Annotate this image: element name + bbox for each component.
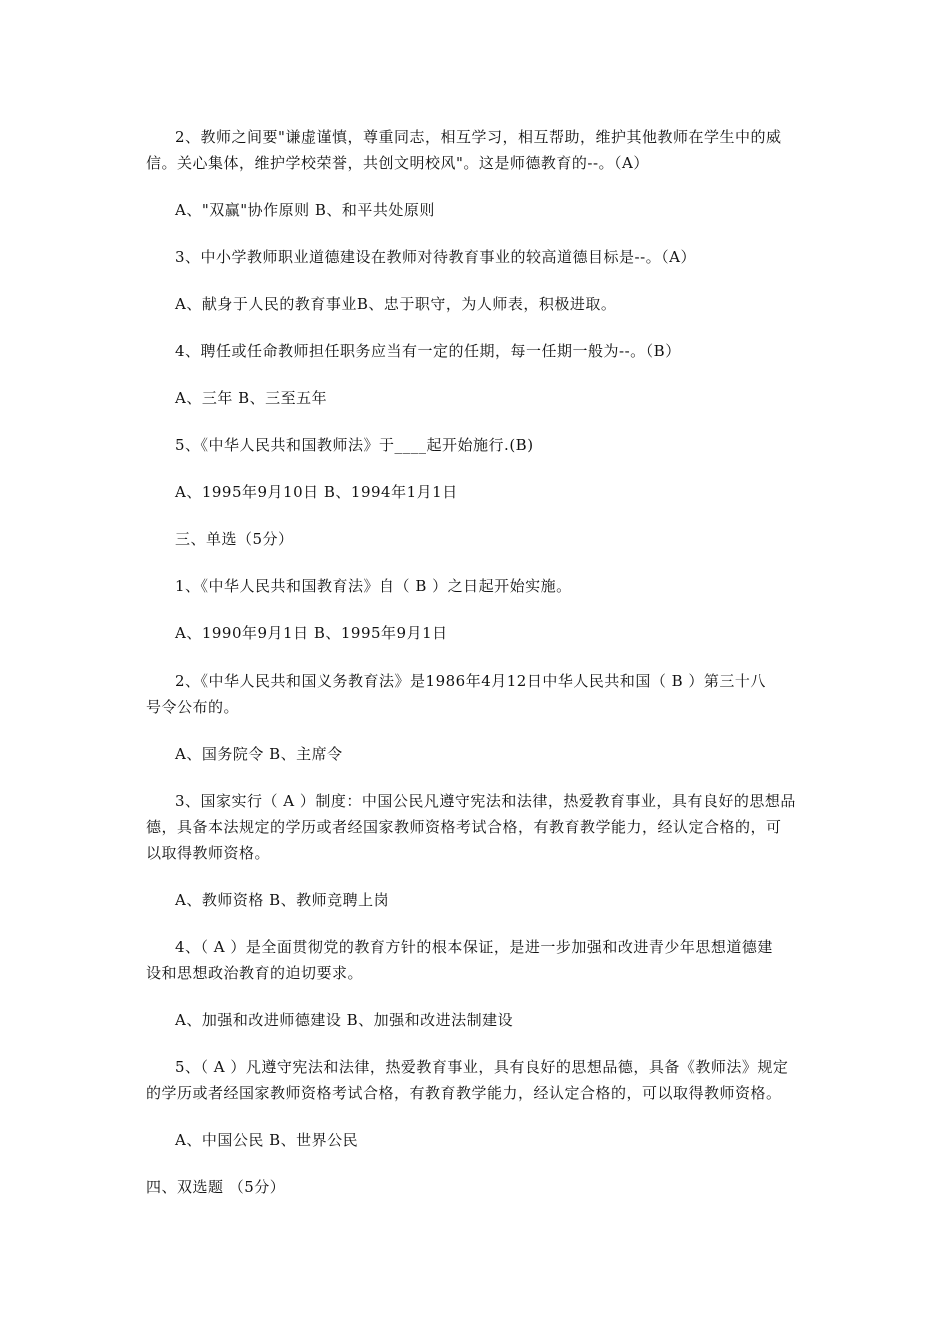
question-4-options: A、三年 B、三至五年 xyxy=(175,389,328,407)
question-2-line-1: 2、教师之间要"谦虚谨慎，尊重同志，相互学习，相互帮助，维护其他教师在学生中的威 xyxy=(175,128,782,146)
single-question-5-line-1: 5、（ A ）凡遵守宪法和法律，热爱教育事业，具有良好的思想品德，具备《教师法》规定 xyxy=(175,1058,789,1076)
single-question-4-line-1: 4、（ A ）是全面贯彻党的教育方针的根本保证，是进一步加强和改进青少年思想道德建 xyxy=(175,938,773,956)
single-question-3-options: A、教师资格 B、教师竞聘上岗 xyxy=(175,891,390,909)
question-5-line: 5、《中华人民共和国教师法》于____起开始施行.(B) xyxy=(175,436,534,454)
single-question-3-line-3: 以取得教师资格。 xyxy=(146,844,271,862)
single-question-3-line-2: 德，具备本法规定的学历或者经国家教师资格考试合格，有教育教学能力，经认定合格的，可 xyxy=(146,818,782,836)
single-question-2-options: A、国务院令 B、主席令 xyxy=(175,745,343,763)
question-2-options: A、"双赢"协作原则 B、和平共处原则 xyxy=(175,201,435,219)
single-question-3-line-1: 3、国家实行（ A ）制度：中国公民凡遵守宪法和法律，热爱教育事业，具有良好的思想品 xyxy=(175,792,796,810)
question-5-options: A、1995年9月10日 B、1994年1月1日 xyxy=(175,483,458,501)
single-question-2-line-1: 2、《中华人民共和国义务教育法》是1986年4月12日中华人民共和国（ B ）第三十八 xyxy=(175,672,766,690)
single-question-1-options: A、1990年9月1日 B、1995年9月1日 xyxy=(175,624,448,642)
single-question-1-line: 1、《中华人民共和国教育法》自（ B ）之日起开始实施。 xyxy=(175,577,572,595)
single-question-2-line-2: 号令公布的。 xyxy=(146,698,240,716)
section-heading-single-choice: 三、单选（5分） xyxy=(175,530,294,548)
question-3-line: 3、中小学教师职业道德建设在教师对待教育事业的较高道德目标是--。（A） xyxy=(175,248,697,266)
section-heading-double-choice: 四、双选题 （5分） xyxy=(146,1178,286,1196)
single-question-5-line-2: 的学历或者经国家教师资格考试合格，有教育教学能力，经认定合格的，可以取得教师资格。 xyxy=(146,1084,782,1102)
question-3-options: A、献身于人民的教育事业B、忠于职守，为人师表，积极进取。 xyxy=(175,295,617,313)
single-question-4-line-2: 设和思想政治教育的迫切要求。 xyxy=(146,964,364,982)
question-4-line: 4、聘任或任命教师担任职务应当有一定的任期，每一任期一般为--。（B） xyxy=(175,342,681,360)
question-2-line-2: 信。关心集体，维护学校荣誉，共创文明校风"。这是师德教育的--。（A） xyxy=(146,154,649,172)
single-question-4-options: A、加强和改进师德建设 B、加强和改进法制建设 xyxy=(175,1011,514,1029)
single-question-5-options: A、中国公民 B、世界公民 xyxy=(175,1131,359,1149)
